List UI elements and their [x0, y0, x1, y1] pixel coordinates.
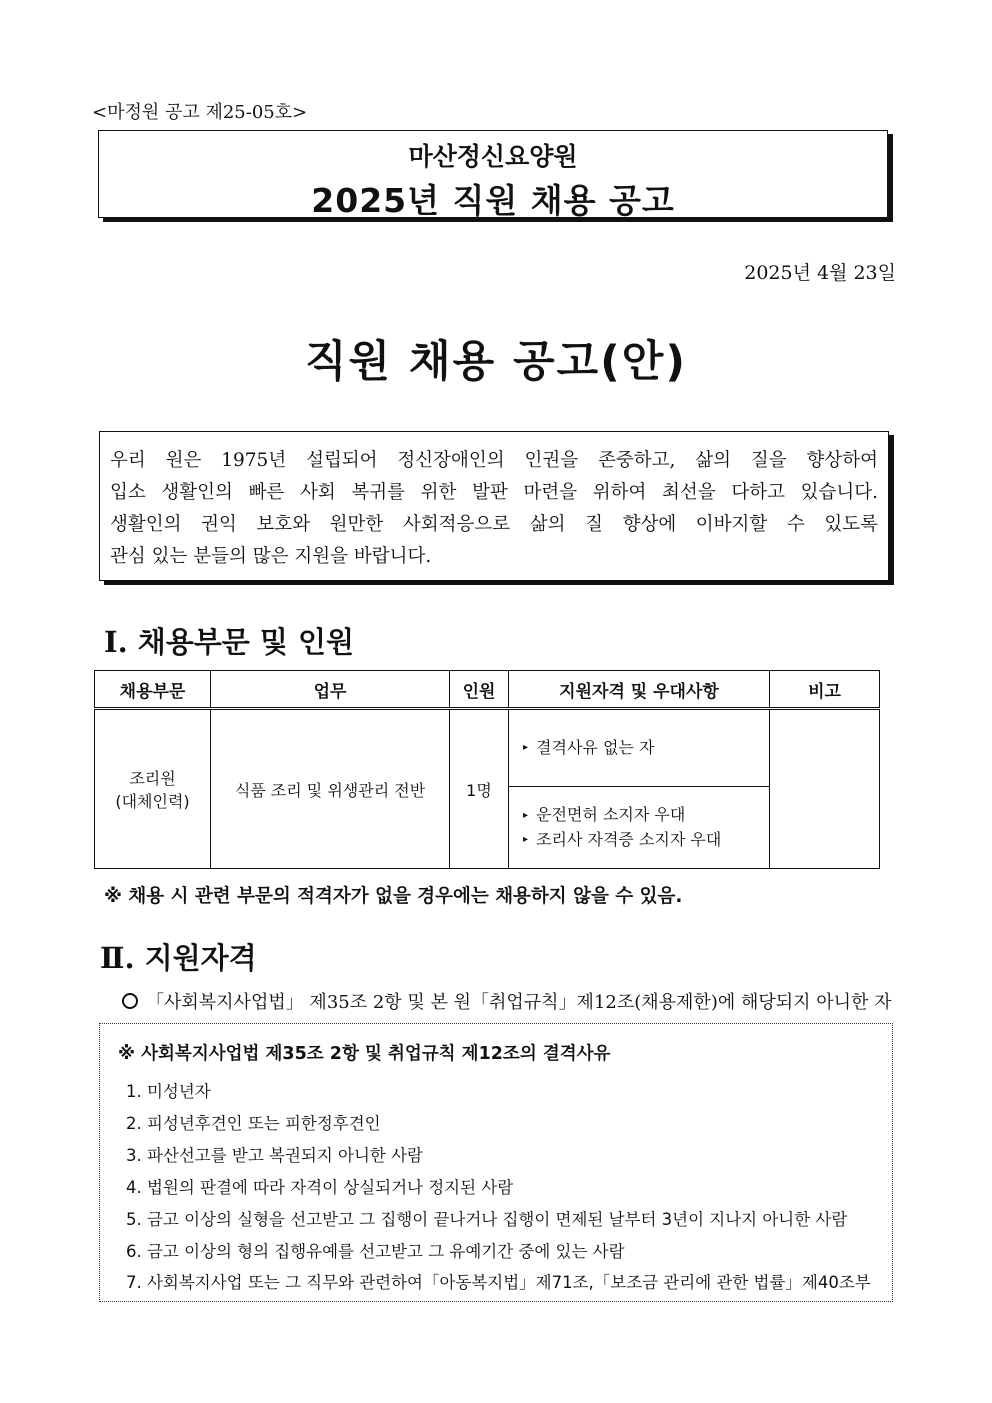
dept-cell [95, 709, 211, 869]
section1-heading: Ⅰ. 채용부문 및 인원 [104, 625, 355, 659]
disqualification-title: ※ 사회복지사업법 제35조 2항 및 취업규칙 제12조의 결격사유 [118, 1044, 611, 1064]
intro-box [99, 431, 889, 581]
section2-heading: Ⅱ. 지원자격 [100, 941, 257, 975]
list-item: 3. 파산선고를 받고 복권되지 아니한 사람 [126, 1146, 423, 1165]
circle-icon [122, 993, 138, 1009]
preference-item: 조리사 자격증 소지자 우대 [536, 829, 722, 849]
triangle-right-icon: ▸ [523, 742, 529, 754]
notice-date: 2025년 4월 23일 [744, 262, 896, 284]
list-item: 2. 피성년후견인 또는 피한정후견인 [126, 1114, 381, 1133]
triangle-right-icon: ▸ [523, 834, 529, 845]
list-item: 1. 미성년자 [126, 1082, 211, 1101]
list-item: 4. 법원의 판결에 따라 자격이 상실되거나 정지된 사람 [126, 1178, 514, 1197]
title-box [98, 130, 888, 218]
document-title: 직원 채용 공고(안) [304, 337, 687, 387]
list-item: 5. 금고 이상의 실형을 선고받고 그 집행이 끝나거나 집행이 면제된 날부터 3년이 지나지 아니한 사람 [126, 1210, 848, 1229]
warning-note: ※ 채용 시 관련 부문의 적격자가 없을 경우에는 채용하지 않을 수 있음. [104, 886, 683, 907]
note-cell [770, 709, 880, 869]
list-item: 6. 금고 이상의 형의 집행유예를 선고받고 그 유예기간 중에 있는 사람 [126, 1242, 625, 1261]
table-header: 지원자격 및 우대사항 [509, 671, 770, 709]
preference-cell [509, 787, 770, 869]
intro-line: 생활인의 권익 보호와 원만한 사회적응으로 삶의 질 향상에 이바지할 수 있도록 [110, 514, 878, 535]
main-title: 2025년 직원 채용 공고 [311, 181, 675, 220]
dept-subtitle: (대체인력) [115, 792, 190, 811]
duty-cell: 식품 조리 및 위생관리 전반 [211, 709, 450, 869]
table-header: 비고 [770, 671, 880, 709]
dept-name: 조리원 [129, 769, 176, 788]
table-header: 채용부문 [95, 671, 211, 709]
requirement-text: 「사회복지사업법」 제35조 2항 및 본 원「취업규칙」제12조(채용제한)에 해당되지 아니한 자 [146, 992, 892, 1013]
count-cell: 1명 [450, 709, 509, 869]
table-header: 업무 [211, 671, 450, 709]
recruit-table [94, 670, 880, 869]
preference-item: 운전면허 소지자 우대 [536, 805, 686, 824]
intro-line: 관심 있는 분들의 많은 지원을 바랍니다. [110, 546, 432, 567]
table-row [95, 709, 880, 787]
table-header: 인원 [450, 671, 509, 709]
qualification-cell [509, 709, 770, 787]
qualification-item: 결격사유 없는 자 [536, 737, 655, 757]
list-item: 7. 사회복지사업 또는 그 직무와 관련하여「아동복지법」제71조,「보조금 관리에 관한 법률」제40조부 [126, 1273, 871, 1292]
intro-line: 우리 원은 1975년 설립되어 정신장애인의 인권을 존중하고, 삶의 질을 향상하여 [110, 450, 878, 471]
triangle-right-icon: ▸ [523, 809, 529, 821]
notice-number: <마정원 공고 제25-05호> [92, 102, 308, 123]
intro-line: 입소 생활인의 빠른 사회 복귀를 위한 발판 마련을 위하여 최선을 다하고 있습니다. [110, 482, 878, 503]
org-name: 마산정신요양원 [408, 142, 578, 171]
requirement-line [122, 988, 892, 1014]
table-header-row [95, 671, 880, 709]
disqualification-box [99, 1023, 893, 1302]
